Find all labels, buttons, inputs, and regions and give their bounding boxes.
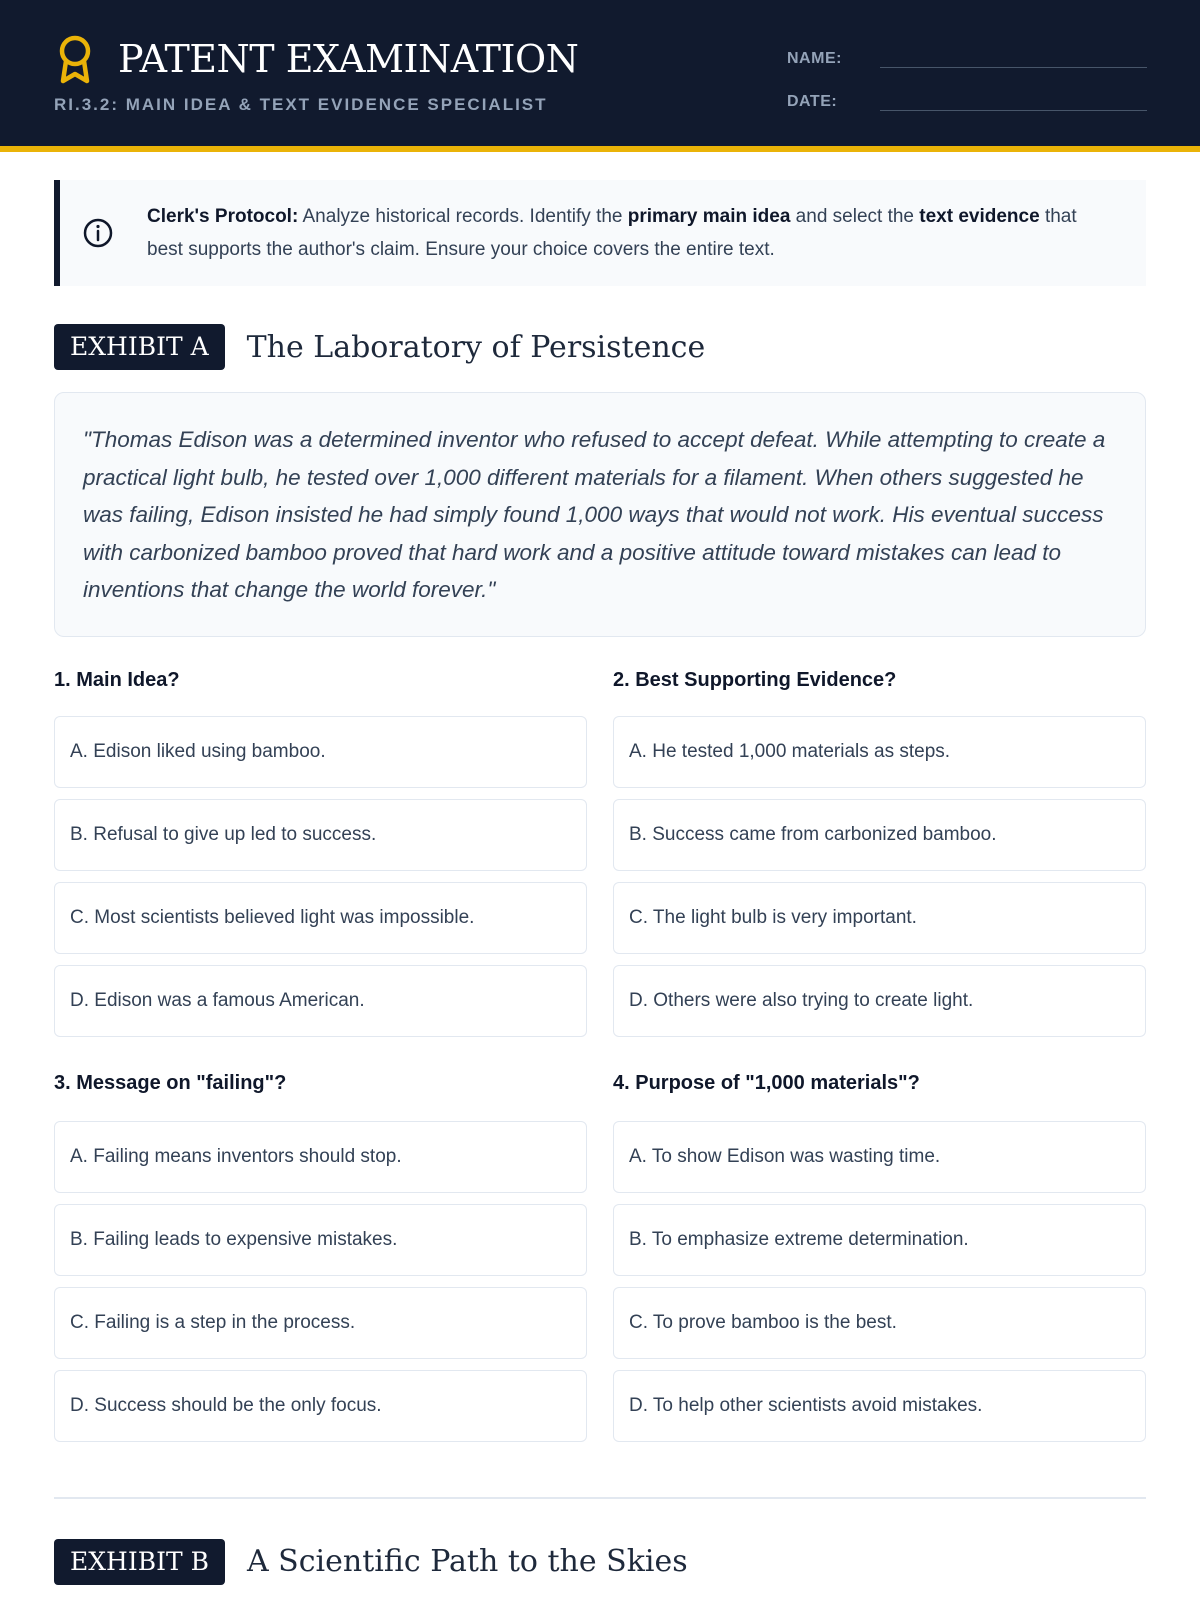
- brand: [54, 34, 578, 84]
- name-field[interactable]: [880, 42, 1147, 68]
- question-1: [54, 665, 587, 1048]
- question-row-2: [54, 1068, 1146, 1453]
- section-divider: [54, 1497, 1146, 1499]
- answer-option[interactable]: C. To prove bamboo is the best.: [613, 1287, 1146, 1359]
- question-3: [54, 1068, 587, 1453]
- page-subtitle: RI.3.2: MAIN IDEA & TEXT EVIDENCE SPECIALIST: [54, 95, 548, 114]
- answer-option[interactable]: D. To help other scientists avoid mistakes.: [613, 1370, 1146, 1442]
- protocol-text: [147, 200, 1086, 266]
- page-header: [0, 0, 1200, 152]
- protocol-bold-1: primary main idea: [627, 206, 791, 227]
- answer-option[interactable]: D. Others were also trying to create light.: [613, 965, 1146, 1037]
- name-row: [787, 42, 1147, 68]
- question-2: [613, 665, 1146, 1048]
- page-title: PATENT EXAMINATION: [118, 37, 579, 81]
- protocol-text-2: and select the: [790, 206, 920, 227]
- protocol-callout: [54, 180, 1146, 286]
- main-content: [0, 180, 1200, 1585]
- answer-option[interactable]: A. To show Edison was wasting time.: [613, 1121, 1146, 1193]
- exhibit-b-header: [54, 1539, 1146, 1585]
- answer-option[interactable]: C. Most scientists believed light was impossible.: [54, 882, 587, 954]
- exhibit-b-tag: EXHIBIT B: [54, 1539, 225, 1585]
- date-field[interactable]: [880, 85, 1147, 111]
- answer-option[interactable]: A. Failing means inventors should stop.: [54, 1121, 587, 1193]
- question-title: 2. Best Supporting Evidence?: [613, 669, 897, 691]
- question-row-1: [54, 665, 1146, 1048]
- answer-option[interactable]: C. The light bulb is very important.: [613, 882, 1146, 954]
- exhibit-a-title: The Laboratory of Persistence: [246, 329, 706, 365]
- question-title: 3. Message on "failing"?: [54, 1072, 287, 1094]
- name-label: NAME:: [787, 50, 842, 67]
- answer-option[interactable]: B. Failing leads to expensive mistakes.: [54, 1204, 587, 1276]
- answer-option[interactable]: C. Failing is a step in the process.: [54, 1287, 587, 1359]
- answer-option[interactable]: D. Edison was a famous American.: [54, 965, 587, 1037]
- protocol-text-1: Analyze historical records. Identify the: [298, 206, 628, 227]
- date-label: DATE:: [787, 93, 838, 110]
- answer-option[interactable]: B. Success came from carbonized bamboo.: [613, 799, 1146, 871]
- answer-option[interactable]: D. Success should be the only focus.: [54, 1370, 587, 1442]
- answer-option[interactable]: B. Refusal to give up led to success.: [54, 799, 587, 871]
- exhibit-a-header: [54, 324, 1146, 370]
- answer-option[interactable]: B. To emphasize extreme determination.: [613, 1204, 1146, 1276]
- protocol-text-3: that best supports the author's claim. Ensure your choice covers the entire text.: [147, 206, 1077, 260]
- protocol-bold-2: text evidence: [919, 206, 1040, 227]
- answer-option[interactable]: A. Edison liked using bamboo.: [54, 716, 587, 788]
- question-title: 1. Main Idea?: [54, 669, 180, 691]
- protocol-lead: Clerk's Protocol:: [147, 206, 299, 227]
- exhibit-b-title: A Scientific Path to the Skies: [246, 1544, 688, 1579]
- exhibit-a-passage: "Thomas Edison was a determined inventor who refused to accept defeat. While attempting to create a practical light bulb, he tested over 1,000 different materials for a filament. When others suggested he was failing, Edison insisted he had simply found 1,000 ways that would not work. His eventual success with carbonized bamboo proved that hard work and a positive attitude toward mistakes can lead to inventions that change the world forever.": [54, 392, 1146, 637]
- exhibit-a-tag: EXHIBIT A: [54, 324, 225, 370]
- date-row: [787, 85, 1147, 111]
- answer-option[interactable]: A. He tested 1,000 materials as steps.: [613, 716, 1146, 788]
- award-ribbon-icon: [54, 34, 96, 84]
- question-title: 4. Purpose of "1,000 materials"?: [613, 1072, 920, 1094]
- info-icon: [82, 217, 114, 249]
- question-4: [613, 1068, 1146, 1453]
